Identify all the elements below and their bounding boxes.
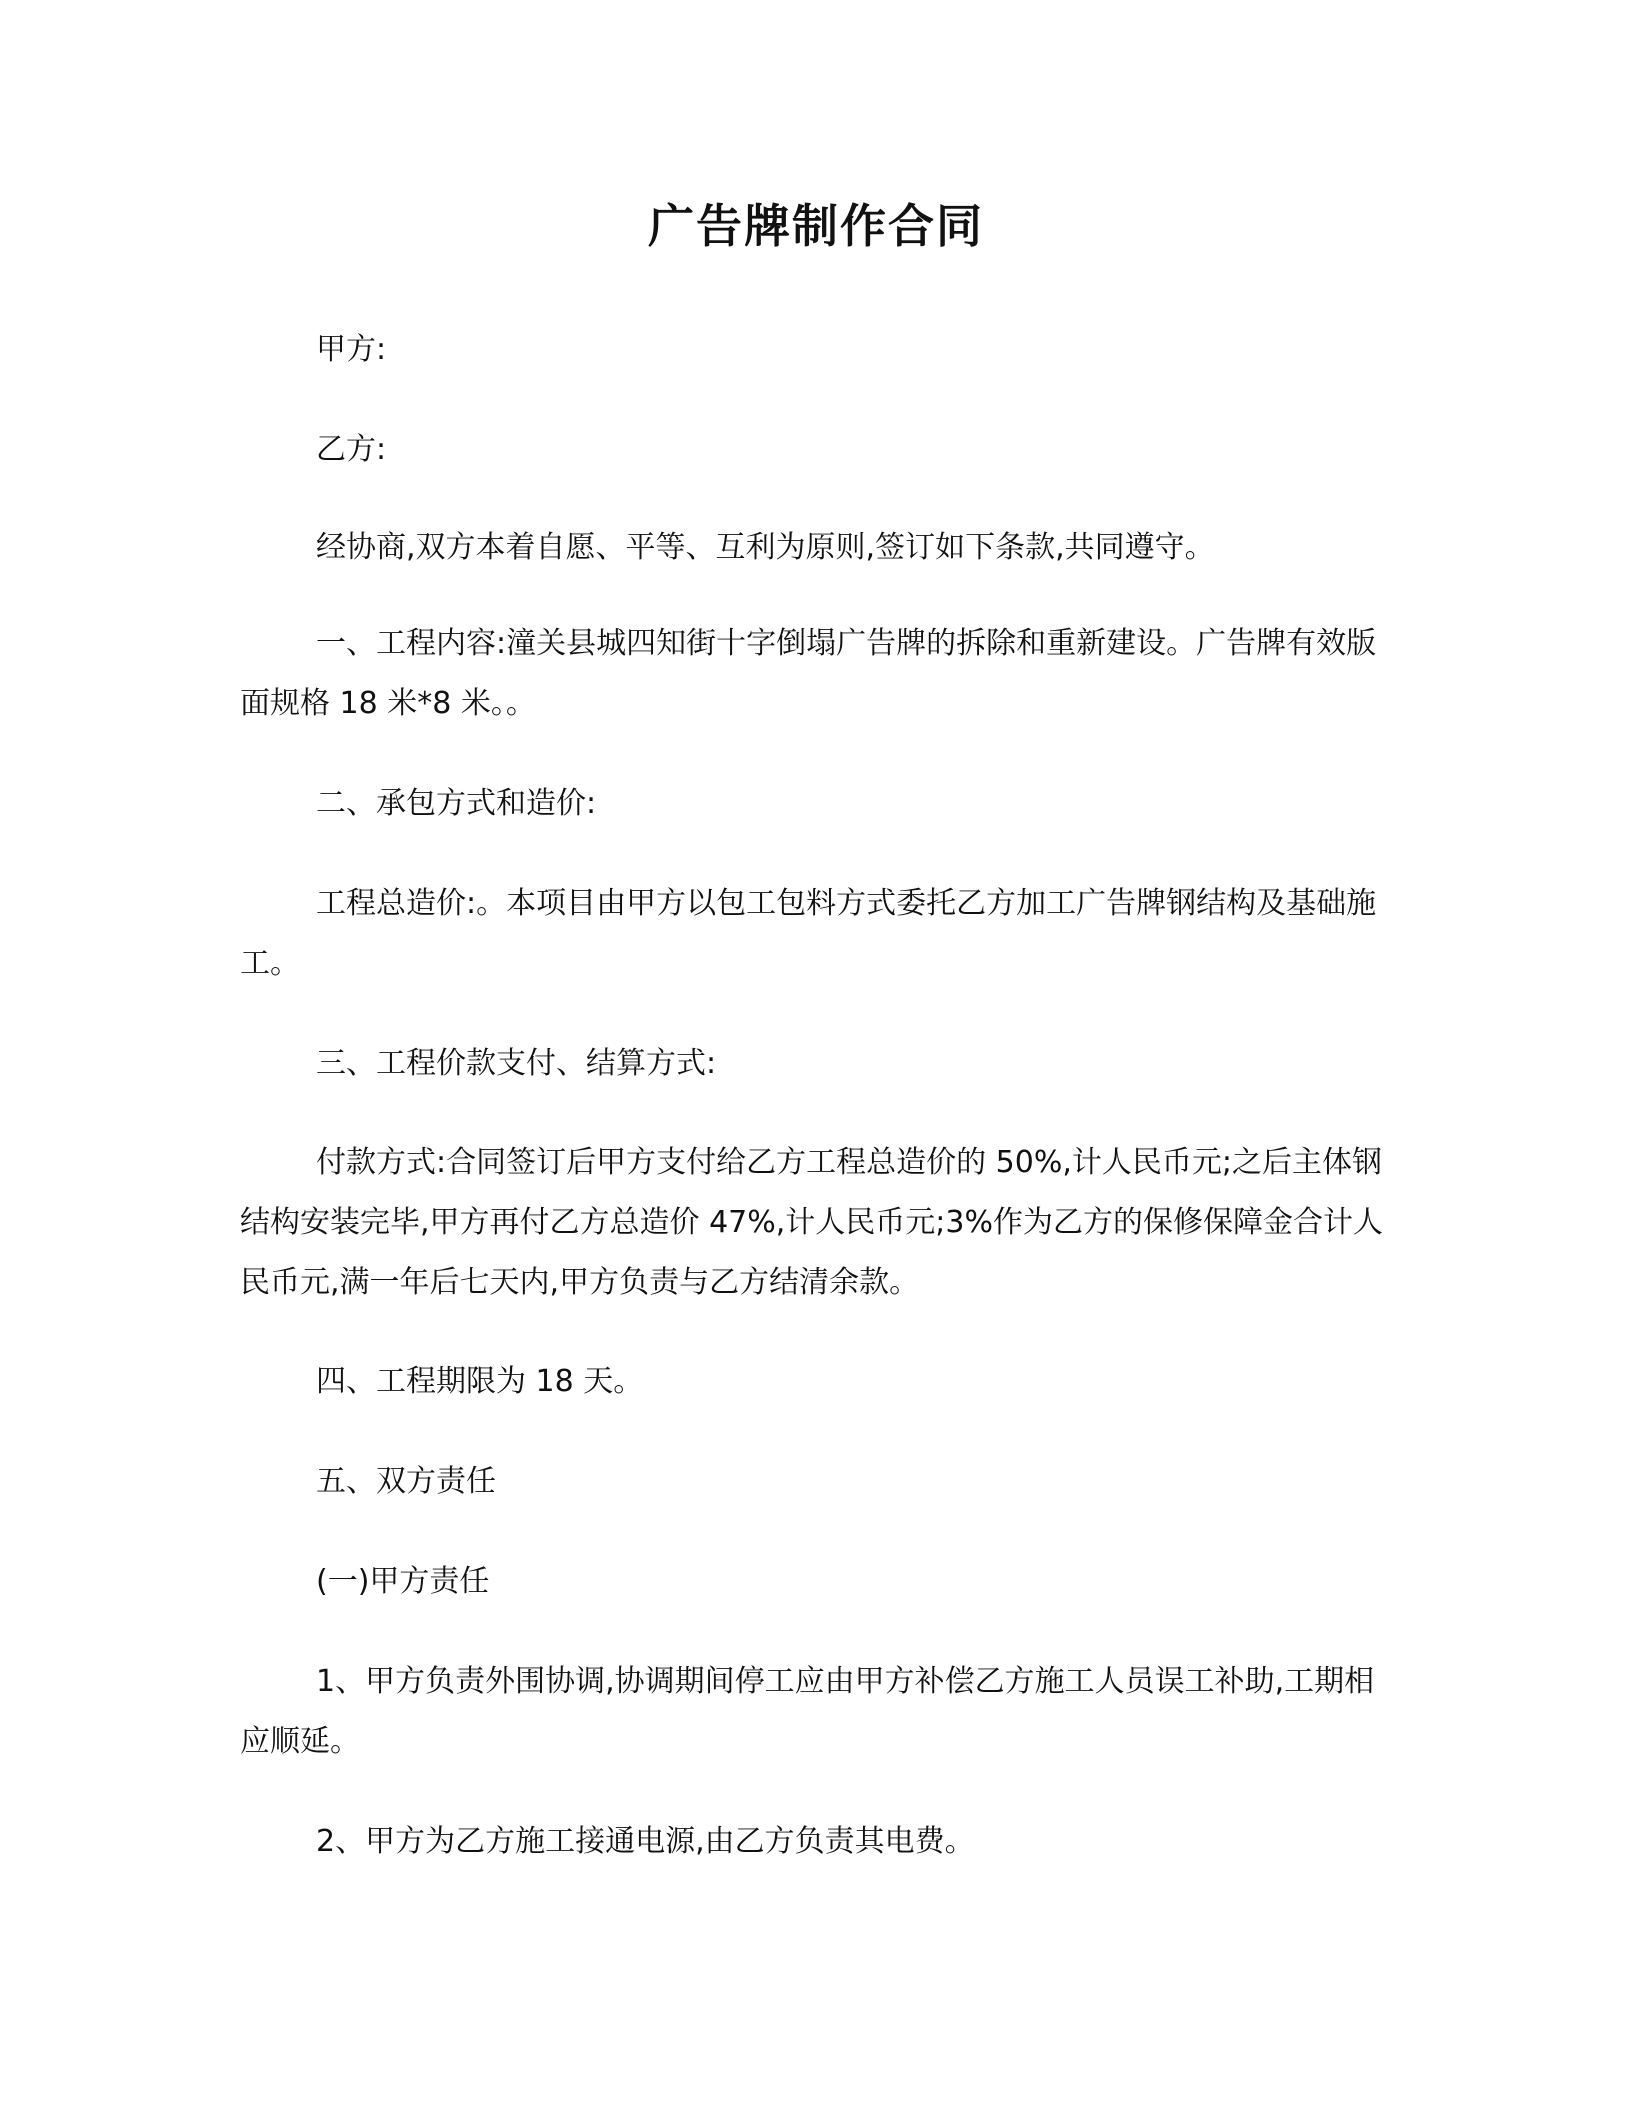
paragraph-clause-4: 四、工程期限为 18 天。	[316, 1364, 644, 1399]
paragraph-intro: 经协商,双方本着自愿、平等、互利为原则,签订如下条款,共同遵守。	[316, 530, 1215, 565]
document-title: 广告牌制作合同	[648, 199, 984, 253]
paragraph-clause-2-heading: 二、承包方式和造价:	[316, 786, 597, 821]
paragraph-clause-5-heading: 五、双方责任	[316, 1464, 496, 1499]
party-b-line: 乙方:	[316, 432, 387, 467]
paragraph-party-a-responsibility: (一)甲方责任	[316, 1564, 490, 1599]
paragraph-clause-3-heading: 三、工程价款支付、结算方式:	[316, 1046, 717, 1081]
paragraph-clause-1: 一、工程内容:潼关县城四知街十字倒塌广告牌的拆除和重新建设。广告牌有效版面规格 18 米*8 米。。	[240, 626, 1377, 721]
party-a-line: 甲方:	[316, 332, 387, 367]
paragraph-item-1: 1、甲方负责外围协调,协调期间停工应由甲方补偿乙方施工人员误工补助,工期相应顺延。	[240, 1664, 1375, 1759]
paragraph-total-price: 工程总造价:。本项目由甲方以包工包料方式委托乙方加工广告牌钢结构及基础施工。	[240, 886, 1377, 981]
paragraph-payment: 付款方式:合同签订后甲方支付给乙方工程总造价的 50%,计人民币元;之后主体钢结构安装完毕,甲方再付乙方总造价 47%,计人民币元;3%作为乙方的保修保障金合计人民币元,满一年后七天内,甲方负责与乙方结清余款。	[240, 1145, 1383, 1300]
paragraph-item-2: 2、甲方为乙方施工接通电源,由乙方负责其电费。	[316, 1824, 975, 1859]
